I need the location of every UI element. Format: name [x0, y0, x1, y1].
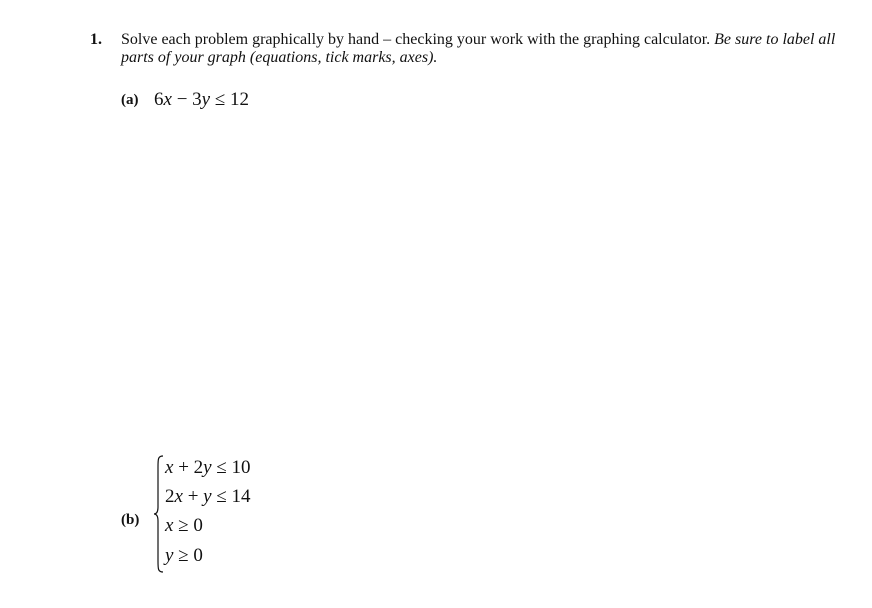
term: ≤ 10 — [211, 457, 251, 478]
system-line — [165, 457, 251, 479]
term: − 3 — [171, 89, 202, 110]
system-line — [165, 486, 251, 508]
instruction-text: Solve each problem graphically by hand – checking your work with the graphing calculator. — [121, 31, 715, 48]
term: ≥ 0 — [173, 545, 203, 566]
part-b-label: (b) — [121, 512, 140, 528]
instructions — [121, 31, 861, 67]
term: 6 — [154, 89, 164, 110]
variable: x — [165, 457, 174, 478]
part-a-inequality — [154, 89, 249, 111]
variable: y — [201, 89, 211, 110]
instruction-italic-text: Be sure to label all parts of your graph (equations, tick marks, axes). — [121, 31, 836, 66]
system-line — [165, 515, 203, 537]
left-brace-icon — [153, 455, 165, 573]
part-a-label: (a) — [121, 92, 139, 108]
term: + 2 — [173, 457, 204, 478]
term: 2 — [165, 486, 175, 507]
variable: x — [165, 515, 174, 536]
part-b-system — [153, 455, 293, 575]
variable: y — [203, 486, 212, 507]
term: ≤ 14 — [211, 486, 251, 507]
variable: y — [203, 457, 212, 478]
variable: x — [174, 486, 183, 507]
term: ≤ 12 — [210, 89, 250, 110]
term: + — [182, 486, 204, 507]
variable: x — [163, 89, 172, 110]
problem-number: 1. — [90, 31, 102, 48]
variable: y — [165, 545, 174, 566]
system-line — [165, 545, 203, 567]
term: ≥ 0 — [173, 515, 203, 536]
